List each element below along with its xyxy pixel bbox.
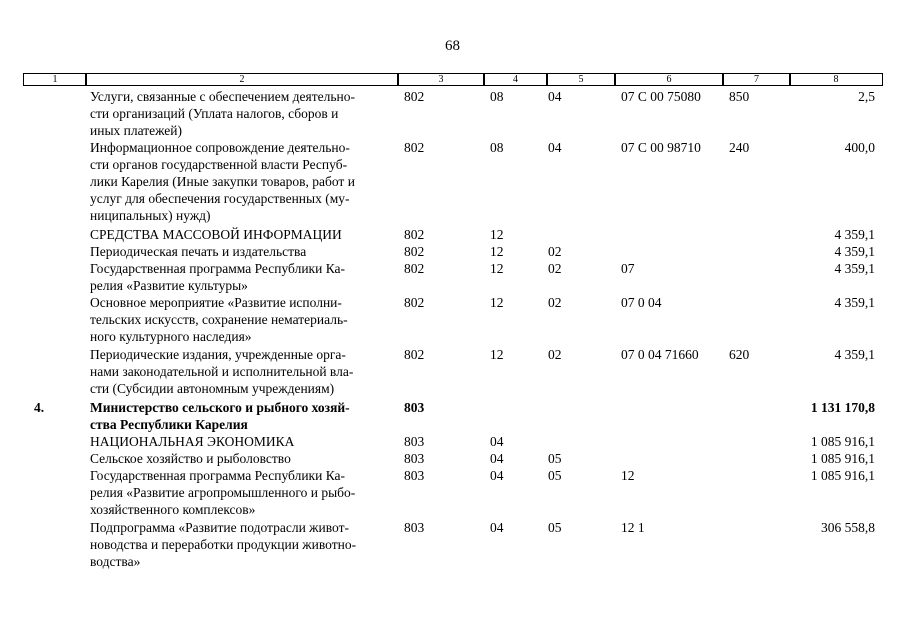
section-code: 04	[490, 451, 504, 466]
target-article: 07	[621, 261, 635, 276]
row-name	[90, 226, 400, 243]
ministry-code: 802	[404, 140, 425, 155]
amount: 400,0	[844, 140, 875, 155]
header-col-1: 1	[23, 73, 87, 86]
section-code: 04	[490, 434, 504, 449]
target-article: 07 0 04	[621, 295, 662, 310]
subsection-code: 02	[548, 295, 562, 310]
row-name	[90, 399, 400, 433]
expense-type: 850	[729, 89, 750, 104]
row-name-line: Периодическая печать и издательства	[90, 244, 307, 259]
row-number: 4.	[34, 400, 45, 415]
row-name-line: СРЕДСТВА МАССОВОЙ ИНФОРМАЦИИ	[90, 227, 342, 242]
ministry-code: 803	[404, 468, 425, 483]
amount: 2,5	[858, 89, 875, 104]
header-col-7: 7	[722, 73, 791, 86]
target-article: 07 0 04 71660	[621, 347, 699, 362]
section-code: 08	[490, 140, 504, 155]
row-name	[90, 243, 400, 260]
section-code: 12	[490, 347, 504, 362]
row-name	[90, 260, 400, 294]
ministry-code: 802	[404, 244, 425, 259]
header-col-2: 2	[85, 73, 399, 86]
section-code: 12	[490, 244, 504, 259]
amount: 1 131 170,8	[810, 400, 875, 415]
subsection-code: 05	[548, 520, 562, 535]
subsection-code: 02	[548, 261, 562, 276]
header-col-6: 6	[614, 73, 724, 86]
row-name	[90, 294, 400, 345]
row-name-line: Министерство сельского и рыбного хозяй-	[90, 400, 350, 415]
expense-type: 620	[729, 347, 750, 362]
row-name-line: ства Республики Карелия	[90, 417, 248, 432]
row-name-line: Услуги, связанные с обеспечением деятельно-	[90, 89, 356, 104]
row-name-line: сти органов государственной власти Респуб-	[90, 157, 348, 172]
subsection-code: 05	[548, 468, 562, 483]
row-name-line: Сельское хозяйство и рыболовство	[90, 451, 291, 466]
ministry-code: 802	[404, 89, 425, 104]
row-name-line: лики Карелия (Иные закупки товаров, работ и	[90, 174, 355, 189]
row-name-line: хозяйственного комплексов»	[90, 502, 256, 517]
row-name	[90, 450, 400, 467]
ministry-code: 803	[404, 434, 425, 449]
row-name-line: НАЦИОНАЛЬНАЯ ЭКОНОМИКА	[90, 434, 295, 449]
header-col-3: 3	[397, 73, 485, 86]
row-name-line: ниципальных) нужд)	[90, 208, 211, 223]
ministry-code: 803	[404, 400, 425, 415]
row-name-line: Государственная программа Республики Ка-	[90, 261, 346, 276]
header-col-4: 4	[483, 73, 548, 86]
row-name-line: тельских искусств, сохранение нематериаль-	[90, 312, 348, 327]
header-col-8: 8	[789, 73, 883, 86]
row-name-line: релия «Развитие культуры»	[90, 278, 248, 293]
amount: 1 085 916,1	[810, 434, 875, 449]
page-number: 68	[445, 38, 460, 54]
target-article: 07 С 00 98710	[621, 140, 701, 155]
section-code: 08	[490, 89, 504, 104]
row-name-line: услуг для обеспечения государственных (му-	[90, 191, 350, 206]
amount: 4 359,1	[834, 347, 875, 362]
row-name-line: Подпрограмма «Развитие подотрасли живот-	[90, 520, 349, 535]
target-article: 12	[621, 468, 635, 483]
row-name	[90, 467, 400, 518]
row-name	[90, 139, 400, 224]
row-name-line: ного культурного наследия»	[90, 329, 252, 344]
section-code: 04	[490, 468, 504, 483]
amount: 4 359,1	[834, 295, 875, 310]
row-name	[90, 519, 400, 570]
header-col-5: 5	[546, 73, 616, 86]
subsection-code: 02	[548, 347, 562, 362]
ministry-code: 802	[404, 295, 425, 310]
row-name-line: новодства и переработки продукции животно-	[90, 537, 357, 552]
row-name	[90, 346, 400, 397]
row-name-line: водства»	[90, 554, 141, 569]
row-name-line: Государственная программа Республики Ка-	[90, 468, 346, 483]
ministry-code: 803	[404, 520, 425, 535]
subsection-code: 02	[548, 244, 562, 259]
section-code: 12	[490, 261, 504, 276]
row-name	[90, 88, 400, 139]
row-name-line: сти (Субсидии автономным учреждениям)	[90, 381, 335, 396]
section-code: 04	[490, 520, 504, 535]
subsection-code: 04	[548, 89, 562, 104]
row-name-line: иных платежей)	[90, 123, 183, 138]
amount: 1 085 916,1	[810, 451, 875, 466]
section-code: 12	[490, 295, 504, 310]
row-name-line: релия «Развитие агропромышленного и рыбо-	[90, 485, 356, 500]
amount: 1 085 916,1	[810, 468, 875, 483]
amount: 4 359,1	[834, 261, 875, 276]
ministry-code: 802	[404, 347, 425, 362]
amount: 306 558,8	[821, 520, 875, 535]
row-name-line: сти организаций (Уплата налогов, сборов и	[90, 106, 339, 121]
row-name-line: нами законодательной и исполнительной вла-	[90, 364, 354, 379]
target-article: 07 С 00 75080	[621, 89, 701, 104]
target-article: 12 1	[621, 520, 645, 535]
ministry-code: 802	[404, 227, 425, 242]
ministry-code: 803	[404, 451, 425, 466]
row-name-line: Периодические издания, учрежденные орга-	[90, 347, 346, 362]
expense-type: 240	[729, 140, 750, 155]
subsection-code: 04	[548, 140, 562, 155]
ministry-code: 802	[404, 261, 425, 276]
subsection-code: 05	[548, 451, 562, 466]
row-name	[90, 433, 400, 450]
section-code: 12	[490, 227, 504, 242]
row-name-line: Основное мероприятие «Развитие исполни-	[90, 295, 342, 310]
amount: 4 359,1	[834, 227, 875, 242]
row-name-line: Информационное сопровождение деятельно-	[90, 140, 350, 155]
table-header	[24, 73, 881, 85]
amount: 4 359,1	[834, 244, 875, 259]
